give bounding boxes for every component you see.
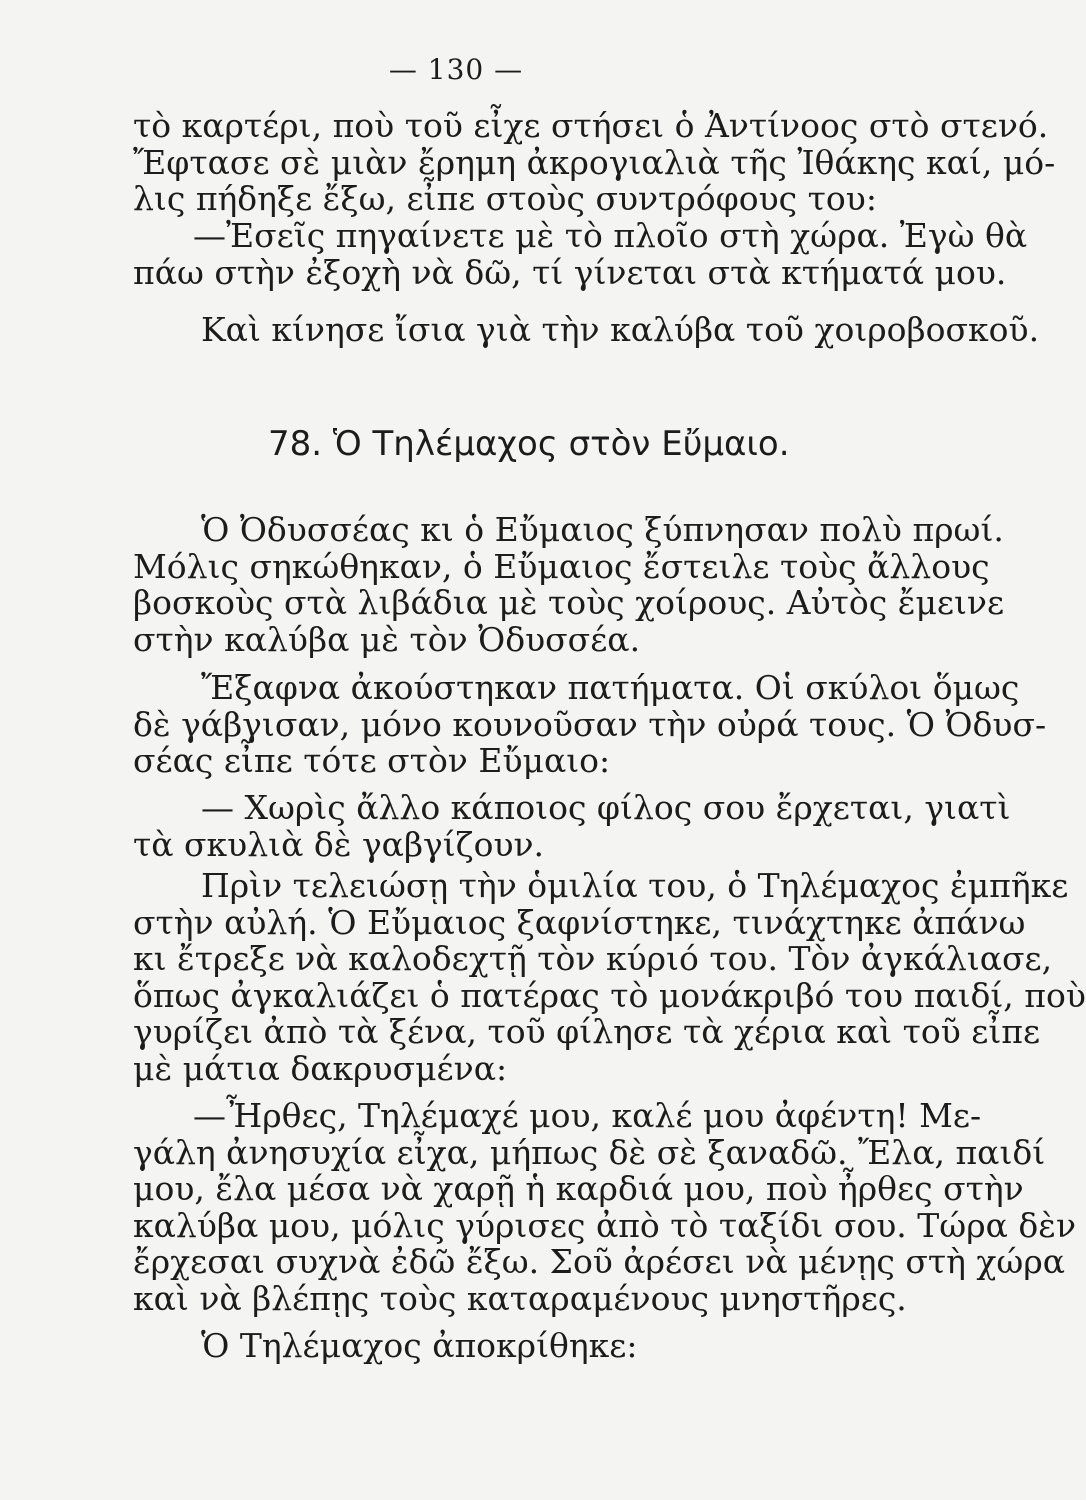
dialogue-odysseus	[133, 788, 1011, 864]
text-line: ὅπως ἀγκαλιάζει ὁ πατέρας τὸ μονάκριβό του παιδί, ποὺ	[133, 975, 1086, 1015]
text-line: στὴν αὐλή. Ὁ Εὔμαιος ξαφνίστηκε, τινάχτηκε ἀπάνω	[133, 902, 1026, 942]
paragraph	[133, 1328, 878, 1365]
text-line: καὶ νὰ βλέπῃς τοὺς καταραμένους μνηστῆρες.	[133, 1278, 907, 1318]
text-line: Πρὶν τελειώσῃ τὴν ὁμιλία του, ὁ Τηλέμαχος ἐμπῆκε	[201, 866, 1069, 905]
text-line: γάλη ἀνησυχία εἶχα, μήπως δὲ σὲ ξαναδῶ. Ἔλα, παιδί	[133, 1132, 1046, 1172]
text-line: τὰ σκυλιὰ δὲ γαβγίζουν.	[133, 824, 545, 864]
text-line: ἔρχεσαι συχνὰ ἐδῶ ἔξω. Σοῦ ἀρέσει νὰ μένῃς στὴ χώρα	[133, 1242, 1066, 1281]
text-line: —Ἐσεῖς πηγαίνετε μὲ τὸ πλοῖο στὴ χώρα. Ἐγὼ θὰ	[193, 216, 1028, 255]
paragraph	[133, 310, 1040, 349]
text-line: δὲ γάβγισαν, μόνο κουνοῦσαν τὴν οὐρά τους. Ὁ Ὀδυσ-	[133, 704, 1047, 744]
dialogue-eumaeus	[133, 1096, 1077, 1318]
text-line: Ἔφτασε σὲ μιὰν ἔρημη ἀκρογιαλιὰ τῆς Ἰθάκης καί, μό-	[133, 142, 1056, 182]
paragraph	[133, 510, 1005, 659]
text-line: μου, ἔλα μέσα νὰ χαρῇ ἡ καρδιά μου, ποὺ ἦρθες στὴν	[133, 1169, 1024, 1208]
text-line: Μόλις σηκώθηκαν, ὁ Εὔμαιος ἔστειλε τοὺς ἄλλους	[133, 546, 990, 586]
text-line: —Ἦρθες, Τηλέμαχέ μου, καλέ μου ἀφέντη! Με-	[193, 1096, 982, 1135]
text-line: καλύβα μου, μόλις γύρισες ἀπὸ τὸ ταξίδι σου. Τώρα δὲν	[133, 1205, 1077, 1245]
paragraph	[133, 866, 1086, 1088]
text-line: σέας εἶπε τότε στὸν Εὔμαιο:	[133, 741, 611, 780]
text-line: λις πήδηξε ἔξω, εἶπε στοὺς συντρόφους του:	[133, 179, 877, 218]
page-number: — 130 —	[388, 53, 524, 86]
text-line: Ἔξαφνα ἀκούστηκαν πατήματα. Οἱ σκύλοι ὅμως	[201, 668, 1020, 707]
text-line: Καὶ κίνησε ἴσια γιὰ τὴν καλύβα τοῦ χοιροβοσκοῦ.	[201, 310, 1040, 349]
text-line: μὲ μάτια δακρυσμένα:	[133, 1048, 508, 1088]
text-line: Ὁ Ὀδυσσέας κι ὁ Εὔμαιος ξύπνησαν πολὺ πρωί.	[201, 510, 1004, 549]
text-line: βοσκοὺς στὰ λιβάδια μὲ τοὺς χοίρους. Αὐτὸς ἔμεινε	[133, 583, 1005, 622]
paragraph	[133, 668, 1047, 780]
dialogue-odysseus	[133, 216, 1028, 292]
text-line: γυρίζει ἀπὸ τὰ ξένα, τοῦ φίλησε τὰ χέρια καὶ τοῦ εἶπε	[133, 1012, 1041, 1051]
text-line: Ὁ Τηλέμαχος ἀποκρίθηκε:	[201, 1326, 638, 1365]
text-line: στὴν καλύβα μὲ τὸν Ὀδυσσέα.	[133, 619, 641, 659]
paragraph-continuation	[133, 106, 1056, 218]
text-line: τὸ καρτέρι, ποὺ τοῦ εἶχε στήσει ὁ Ἀντίνοος στὸ στενό.	[133, 106, 1049, 145]
text-line: κι ἔτρεξε νὰ καλοδεχτῇ τὸν κύριό του. Τὸν ἀγκάλιασε,	[133, 939, 1053, 978]
section-heading: 78. Ὁ Τηλέμαχος στὸν Εὔμαιο.	[268, 424, 790, 464]
text-line: πάω στὴν ἐξοχὴ νὰ δῶ, τί γίνεται στὰ κτήματά μου.	[133, 252, 1007, 292]
text-line: — Χωρὶς ἄλλο κάποιος φίλος σου ἔρχεται, γιατὶ	[201, 788, 1011, 827]
